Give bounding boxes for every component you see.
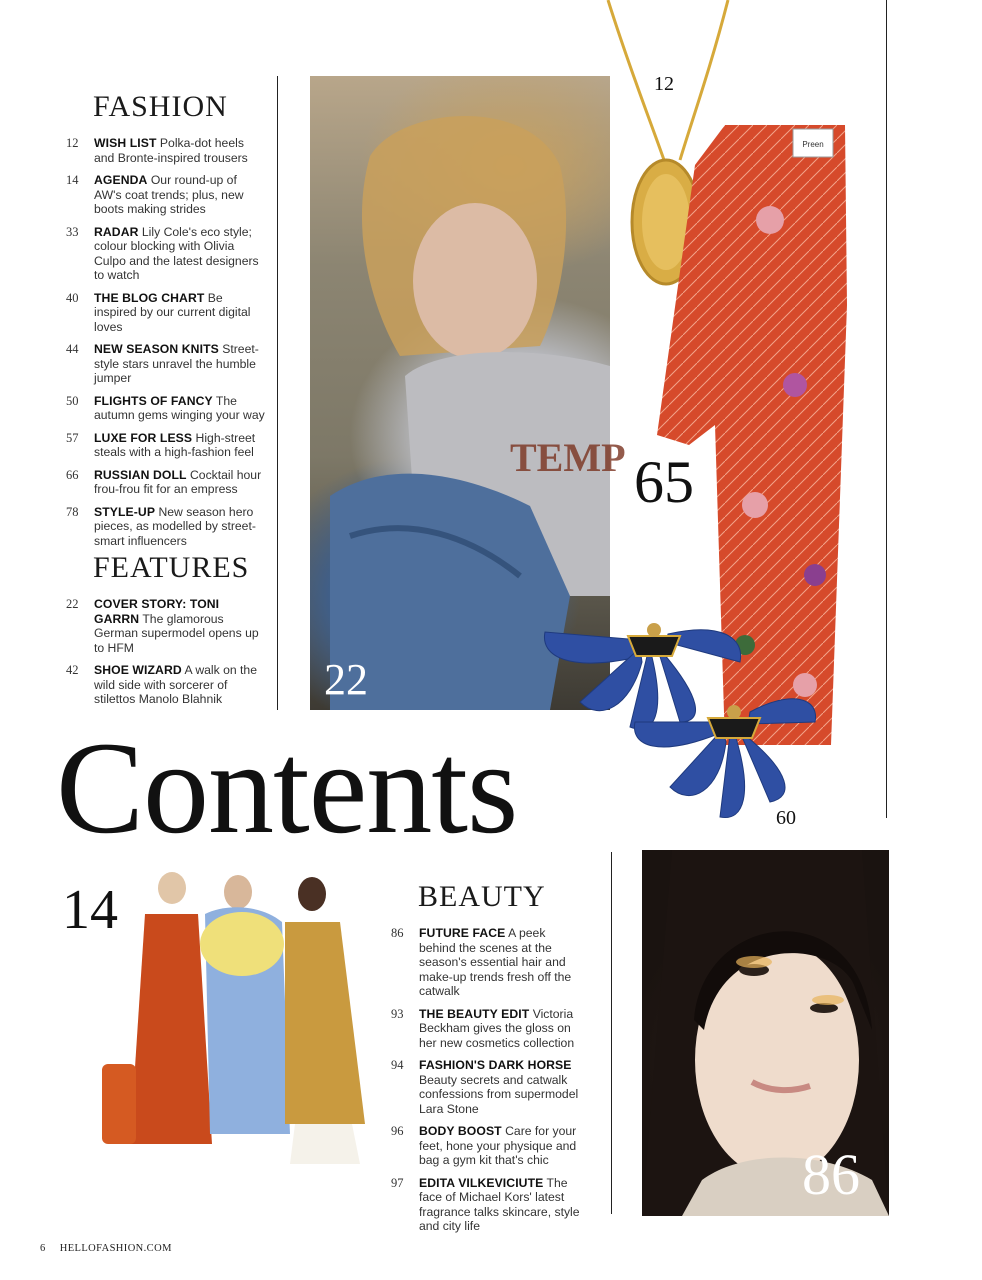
toc-description [94,663,266,707]
toc-headline: FUTURE FACE [419,926,506,940]
toc-text: A walk on the wild side with sorcerer of stilettos Manolo Blahnik [94,663,257,706]
toc-headline: LUXE FOR LESS [94,430,193,445]
toc-page-number: 42 [66,663,79,677]
toc-entry[interactable] [391,1058,581,1116]
footer-folio [40,1243,172,1254]
toc-page-number: 66 [66,467,79,482]
toc-description [419,1007,581,1051]
toc-entry[interactable] [66,663,266,707]
toc-description [94,468,266,497]
toc-entry[interactable] [66,342,266,386]
features-list [66,597,266,707]
features-heading: FEATURES [93,551,250,584]
toc-text: Be inspired by our current digital loves [94,290,251,334]
toc-text: New season hero pieces, as modelled by street-smart influencers [94,504,256,548]
toc-headline: THE BEAUTY EDIT [419,1006,530,1021]
toc-headline: RADAR [94,224,139,239]
toc-description [419,926,581,999]
toc-text: The glamorous German supermodel opens up to HFM [94,611,259,655]
future-face-photo[interactable] [642,850,889,1216]
toc-page-number: 97 [391,1175,404,1190]
toc-headline: STYLE-UP [94,504,156,519]
toc-headline: BODY BOOST [419,1124,502,1138]
fashion-heading: FASHION [93,90,228,123]
toc-page-number: 40 [66,290,79,305]
toc-headline: RUSSIAN DOLL [94,467,187,482]
toc-text: Care for your feet, hone your physique and bag a gym kit that's chic [419,1124,577,1167]
toc-entry[interactable] [66,225,266,283]
toc-description [94,342,266,386]
page-title: Contents [56,714,518,861]
toc-headline: SHOE WIZARD [94,663,182,677]
folio-site: HELLOFASHION.COM [59,1243,172,1254]
beauty-heading: BEAUTY [418,880,546,913]
toc-text: A peek behind the scenes at the season's essential hair and make-up trends fresh off the catwalk [419,926,572,998]
toc-page-number: 93 [391,1006,404,1021]
coats-page-number: 14 [62,879,118,941]
toc-description [419,1176,581,1234]
fashion-section [66,90,266,556]
toc-text: High-street steals with a high-fashion feel [94,430,256,459]
toc-entry[interactable] [391,926,581,999]
toc-entry[interactable] [66,597,266,655]
toc-entry[interactable] [66,431,266,460]
beauty-page-number: 86 [802,1142,860,1207]
toc-text: Beauty secrets and catwalk confessions from supermodel Lara Stone [419,1072,579,1116]
toc-text: The autumn gems winging your way [94,393,265,422]
toc-page-number: 44 [66,342,79,356]
toc-headline: EDITA VILKEVICIUTE [419,1175,544,1190]
feather-earrings-image[interactable] [540,612,820,822]
toc-text: Victoria Beckham gives the gloss on her new cosmetics collection [419,1006,575,1050]
toc-text: Our round-up of AW's coat trends; plus, new boots making strides [94,173,244,216]
fashion-list [66,136,266,548]
toc-entry[interactable] [391,1176,581,1234]
toc-entry[interactable] [66,136,266,165]
catwalk-coats-image[interactable] [100,874,380,1220]
features-section [66,551,266,715]
toc-entry[interactable] [66,468,266,497]
toc-description [94,431,266,460]
toc-page-number: 78 [66,504,79,519]
necklace-page-number: 12 [654,73,674,95]
cover-page-number: 22 [324,655,368,704]
toc-description [94,291,266,335]
toc-description [94,505,266,549]
toc-text: The face of Michael Kors' latest fragrance talks skincare, style and city life [419,1175,580,1233]
toc-headline: COVER STORY: TONI GARRN [94,597,220,626]
toc-entry[interactable] [391,1124,581,1168]
toc-page-number: 50 [66,393,79,408]
toc-headline: WISH LIST [94,136,157,150]
toc-text: Lily Cole's eco style; colour blocking with Olivia Culpo and the latest designers to watch [94,224,259,282]
toc-description [419,1058,581,1116]
toc-description [419,1124,581,1168]
beauty-section [391,880,581,1242]
column-divider-left [277,76,278,710]
toc-page-number: 14 [66,173,79,187]
column-divider-bottom [611,852,612,1214]
toc-page-number: 22 [66,597,79,611]
toc-page-number: 86 [391,926,404,940]
toc-page-number: 12 [66,136,79,150]
toc-entry[interactable] [66,394,266,423]
toc-text: Street-style stars unravel the humble jumper [94,342,259,385]
toc-entry[interactable] [66,173,266,217]
earrings-page-number: 60 [776,807,796,829]
folio-page-number: 6 [40,1243,46,1254]
dress-page-number: 65 [634,449,694,515]
toc-page-number: 94 [391,1058,404,1072]
toc-entry[interactable] [391,1007,581,1051]
toc-description [94,394,266,423]
dress-label: Preen [802,140,824,149]
svg-text:TEMP: TEMP [510,435,626,480]
column-divider-right-top [886,0,887,818]
toc-headline: AGENDA [94,173,148,187]
toc-page-number: 96 [391,1124,404,1138]
toc-description [94,225,266,283]
toc-headline: FASHION'S DARK HORSE [419,1058,572,1072]
toc-entry[interactable] [66,505,266,549]
toc-headline: NEW SEASON KNITS [94,342,219,356]
toc-description [94,597,266,655]
toc-headline: FLIGHTS OF FANCY [94,393,213,408]
toc-page-number: 57 [66,430,79,445]
toc-description [94,173,266,217]
toc-entry[interactable] [66,291,266,335]
beauty-list [391,926,581,1234]
toc-text: Cocktail hour frou-frou fit for an empress [94,467,262,496]
toc-description [94,136,266,165]
toc-text: Polka-dot heels and Bronte-inspired trousers [94,136,248,165]
toc-page-number: 33 [66,224,79,239]
toc-headline: THE BLOG CHART [94,290,205,305]
